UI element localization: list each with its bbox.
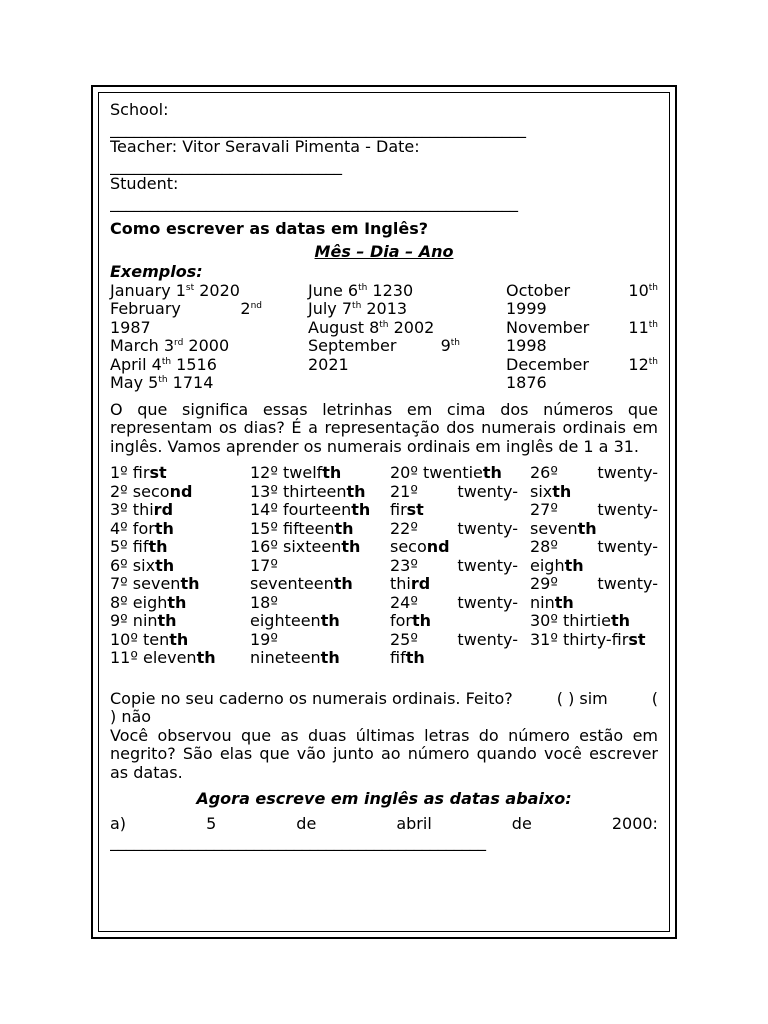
ordinal-item: second <box>390 537 450 556</box>
examples-grid <box>110 282 658 393</box>
ordinal-item: 25º twenty- <box>390 629 518 649</box>
exercise-a-answer-line[interactable]: _______________________________________________ <box>110 833 486 851</box>
student-label: Student: <box>110 175 179 193</box>
example-date: October 10th <box>506 280 658 300</box>
ordinal-item: 22º twenty- <box>390 518 518 538</box>
example-date: December 12th <box>506 354 658 374</box>
exercise-a-label: a) <box>110 813 127 833</box>
exercise-a-row <box>110 815 658 834</box>
exercise-a-word: 5 <box>206 813 217 833</box>
ordinal-item: 26º twenty- <box>530 463 658 482</box>
ordinal-item: 10º tenth <box>110 629 189 649</box>
format-title: Mês – Dia – Ano <box>314 241 454 261</box>
school-line: ____________________________________________________ <box>110 119 526 138</box>
ordinal-item: 31º thirty-first <box>530 629 646 649</box>
copy-question-row <box>110 690 658 709</box>
ordinal-item: 14º fourteenth <box>250 500 371 519</box>
ordinal-item: 12º twelfth <box>250 463 342 482</box>
ordinal-item: seventeenth <box>250 574 353 593</box>
example-date: July 7th 2013 <box>308 299 408 318</box>
exercise-title: Agora escreve em inglês as datas abaixo: <box>196 789 572 808</box>
ordinal-item: ninth <box>530 592 574 612</box>
examples-column-2 <box>308 282 506 393</box>
option-sim: ( ) sim <box>556 688 608 708</box>
explanation-paragraph: O que significa essas letrinhas em cima dos números que representam os dias? É a representação dos numerais ordinais em inglês. Vamos aprender os numerais ordinais em inglês de 1 a 31. <box>110 399 658 456</box>
example-date: February 2nd <box>110 299 262 318</box>
examples-column-1 <box>110 282 308 393</box>
exercise-a-word: de <box>511 813 532 833</box>
date-line: _____________________________ <box>110 156 342 175</box>
example-date: 1987 <box>110 317 151 337</box>
ordinal-item: first <box>390 500 424 519</box>
exercise-a-word: 2000: <box>611 813 658 833</box>
ordinal-item: 29º twenty- <box>530 574 658 593</box>
observe-paragraph: Você observou que as duas últimas letras do número estão em negrito? São elas que vão junto ao número quando você escrever as datas. <box>110 725 658 782</box>
ordinal-item: 18º <box>250 592 278 612</box>
ordinal-item: 17º <box>250 555 278 575</box>
ordinal-item: 3º third <box>110 500 174 519</box>
option-paren: ( <box>651 688 658 708</box>
ordinal-item: 6º sixth <box>110 555 175 575</box>
ordinals-column-3 <box>390 464 530 668</box>
example-date: 2021 <box>308 354 349 374</box>
ordinals-column-1 <box>110 464 250 668</box>
example-date: June 6th 1230 <box>308 280 414 300</box>
ordinal-item: seventh <box>530 518 597 538</box>
example-date: March 3rd 2000 <box>110 336 230 355</box>
ordinal-item: 2º second <box>110 481 193 501</box>
ordinal-item: 27º twenty- <box>530 500 658 519</box>
ordinals-grid <box>110 464 658 668</box>
ordinal-item: 16º sixteenth <box>250 537 361 556</box>
ordinal-item: 19º <box>250 629 278 649</box>
exercise-a-word: de <box>296 813 317 833</box>
school-label: School: <box>110 101 169 119</box>
example-date: September 9th <box>308 336 460 355</box>
student-line: ___________________________________________________ <box>110 193 518 212</box>
ordinal-item: 30º thirtieth <box>530 611 631 630</box>
ordinal-item: 24º twenty- <box>390 592 518 612</box>
teacher-date-label: Teacher: Vitor Seravali Pimenta - Date: <box>110 138 420 156</box>
question-title: Como escrever as datas em Inglês? <box>110 220 429 238</box>
example-date: January 1st 2020 <box>110 280 240 300</box>
ordinals-column-2 <box>250 464 390 668</box>
example-date: 1999 <box>506 299 547 318</box>
ordinal-item: 8º eighth <box>110 592 187 612</box>
ordinal-item: 23º twenty- <box>390 555 518 575</box>
ordinal-item: 20º twentieth <box>390 463 502 482</box>
example-date: 1998 <box>506 336 547 355</box>
ordinal-item: sixth <box>530 481 572 501</box>
examples-column-3 <box>506 282 658 393</box>
examples-label: Exemplos: <box>110 263 203 281</box>
ordinal-item: 28º twenty- <box>530 537 658 556</box>
example-date: April 4th 1516 <box>110 354 217 374</box>
ordinal-item: eighteenth <box>250 611 340 630</box>
ordinals-column-4 <box>530 464 658 668</box>
ordinal-item: 15º fifteenth <box>250 518 354 538</box>
ordinal-item: 7º seventh <box>110 574 200 593</box>
ordinal-item: 4º forth <box>110 518 174 538</box>
ordinal-item: 21º twenty- <box>390 481 518 501</box>
ordinal-item: nineteenth <box>250 648 340 667</box>
ordinal-item: fifth <box>390 648 425 667</box>
exercise-a-word: abril <box>396 813 432 833</box>
example-date: August 8th 2002 <box>308 317 435 337</box>
worksheet-content <box>110 101 658 852</box>
ordinal-item: third <box>390 574 431 593</box>
example-date: November 11th <box>506 317 658 337</box>
copy-question: Copie no seu caderno os numerais ordinais. Feito? <box>110 688 513 708</box>
example-date: May 5th 1714 <box>110 373 214 392</box>
ordinal-item: 11º eleventh <box>110 648 216 667</box>
example-date: 1876 <box>506 373 547 392</box>
ordinal-item: 9º ninth <box>110 611 177 630</box>
ordinal-item: 5º fifth <box>110 537 168 556</box>
format-title-row <box>110 243 658 262</box>
option-nao: ) não <box>110 708 152 726</box>
ordinal-item: forth <box>390 611 432 630</box>
ordinal-item: 13º thirteenth <box>250 481 366 501</box>
ordinal-item: 1º first <box>110 463 167 482</box>
ordinal-item: eighth <box>530 555 584 575</box>
